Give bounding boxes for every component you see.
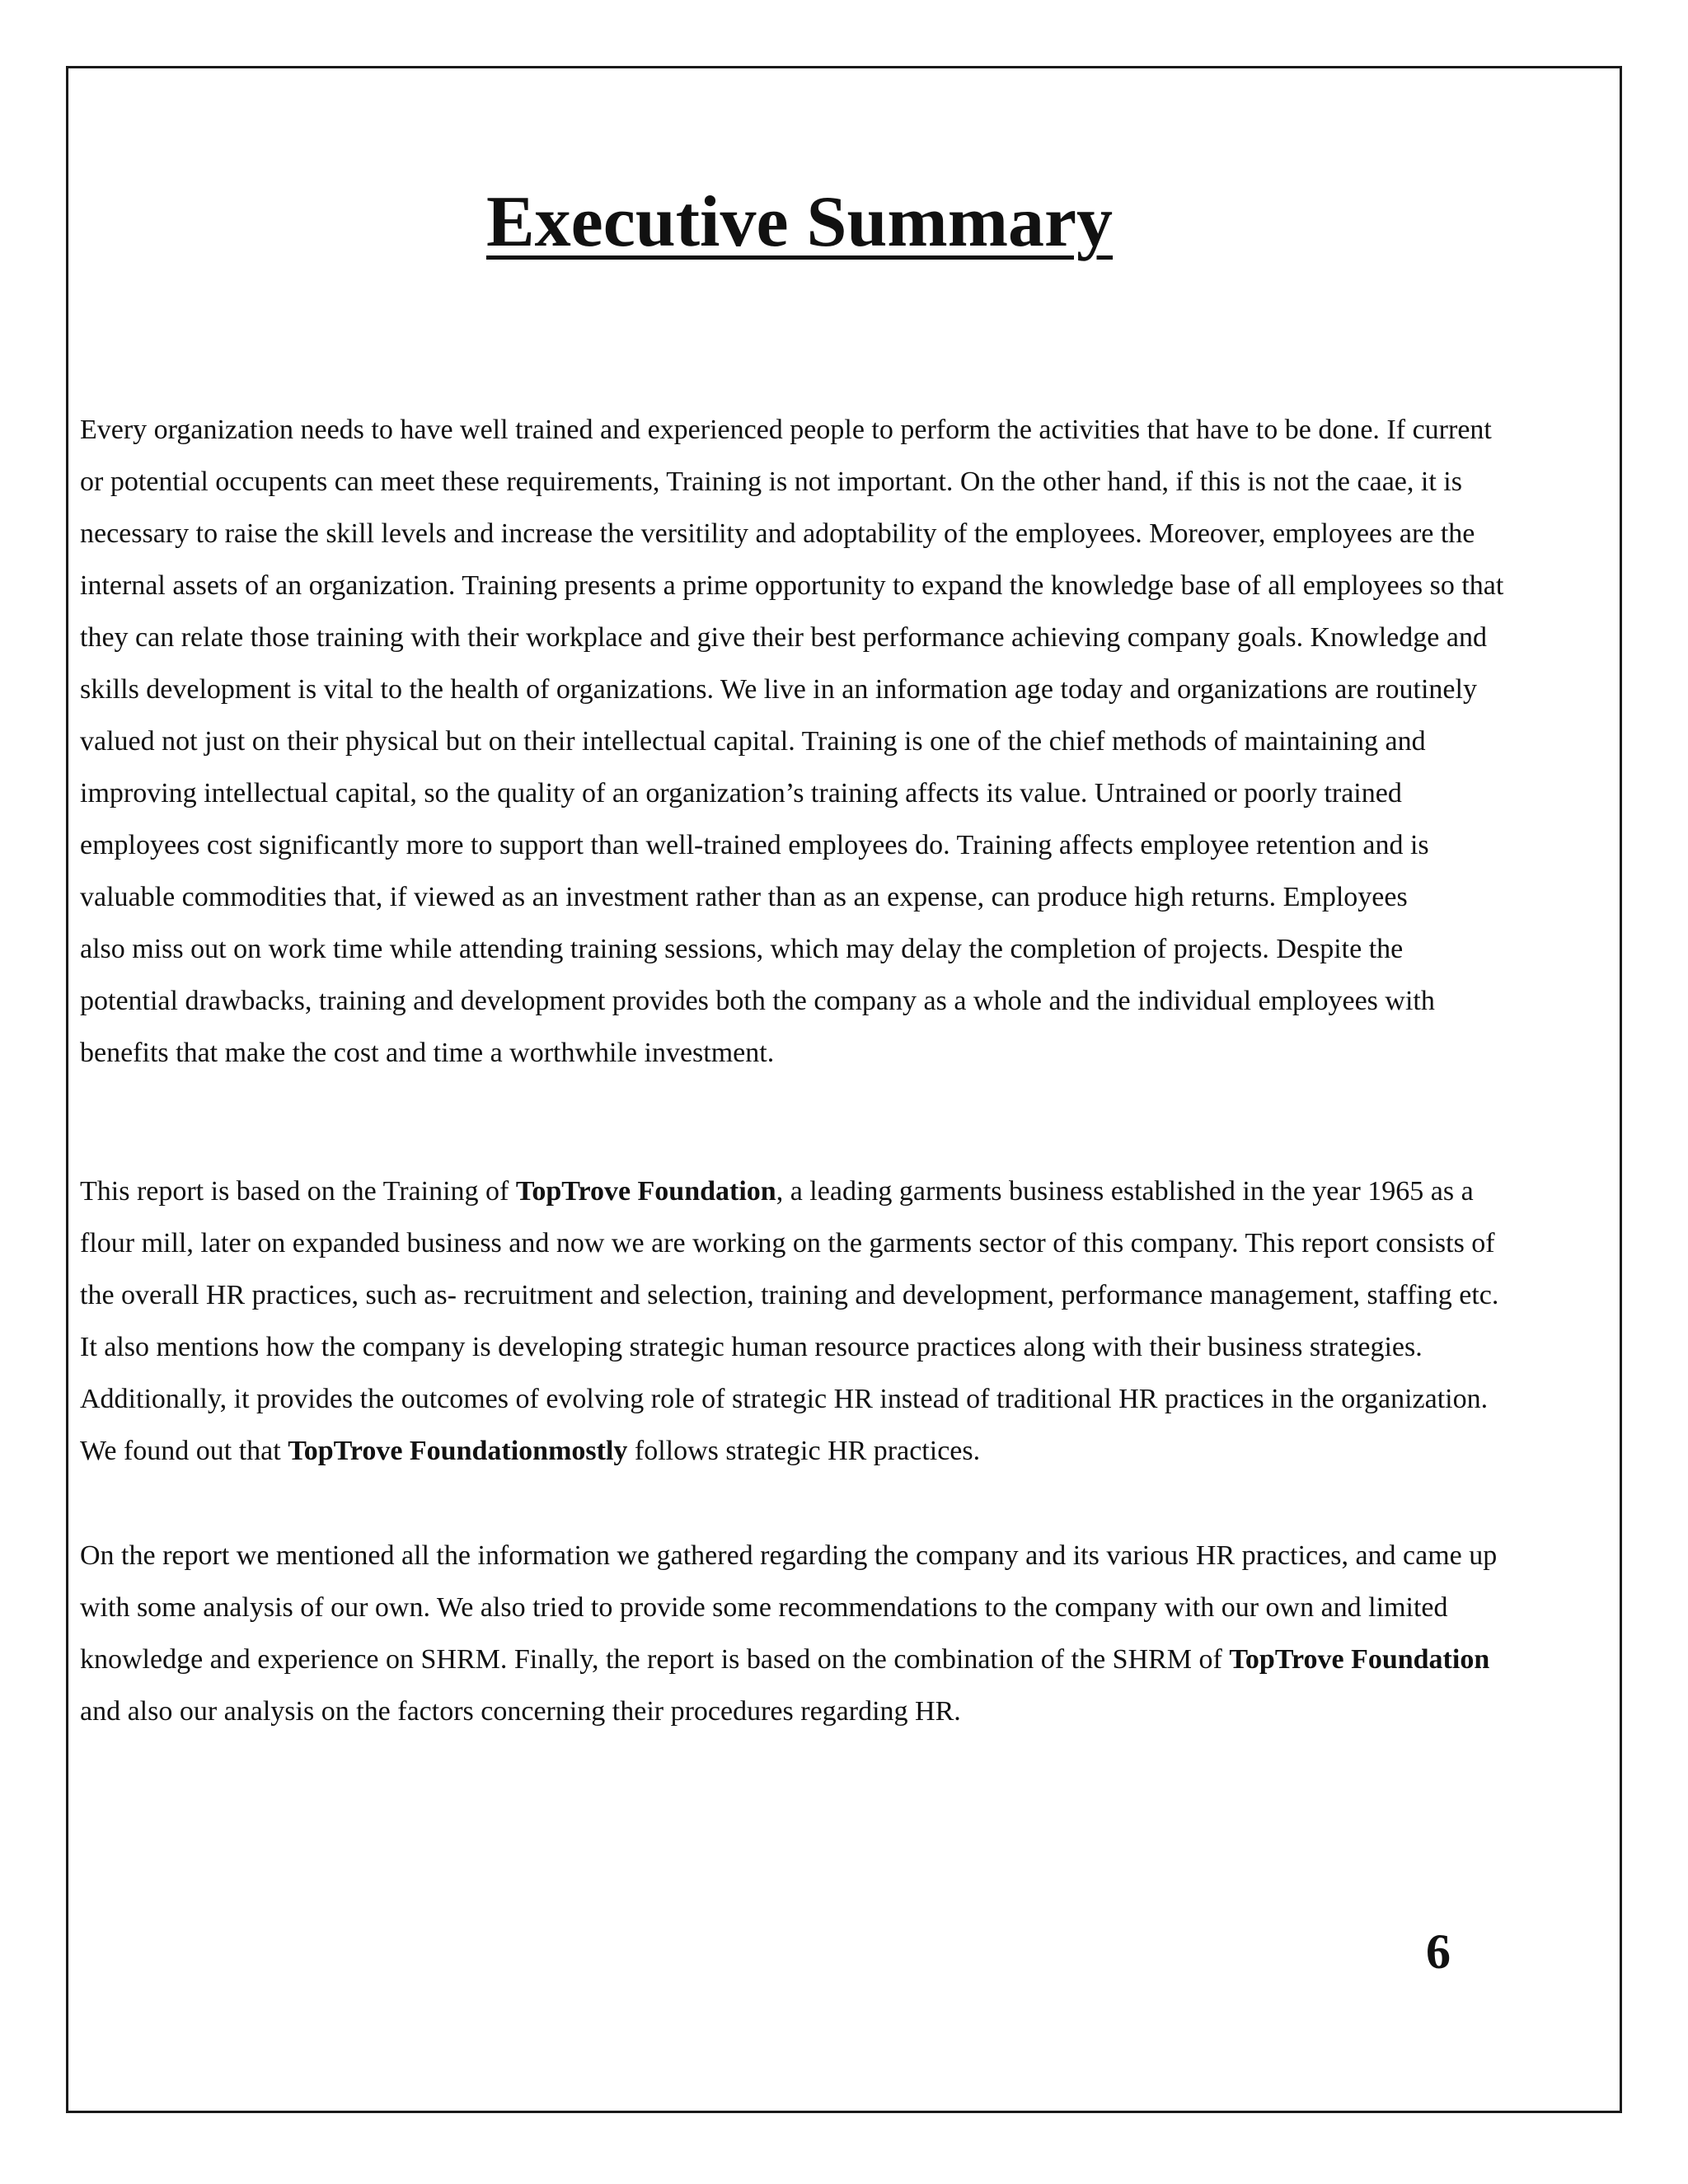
paragraph-line: necessary to raise the skill levels and increase the versitility and adoptability of the employees. Moreover, employees are the: [80, 518, 1475, 549]
paragraph-line: benefits that make the cost and time a worthwhile investment.: [80, 1038, 775, 1068]
text-run: We found out that: [80, 1436, 288, 1466]
paragraph-line: skills development is vital to the health of organizations. We live in an information age today and organizations are routinely: [80, 674, 1477, 705]
paragraph-line: internal assets of an organization. Training presents a prime opportunity to expand the knowledge base of all employees so that: [80, 570, 1504, 601]
paragraph-line: with some analysis of our own. We also tried to provide some recommendations to the company with our own and limited: [80, 1592, 1448, 1623]
company-name: TopTrove Foundationmostly: [288, 1436, 628, 1466]
paragraph-line: and also our analysis on the factors concerning their procedures regarding HR.: [80, 1696, 961, 1727]
paragraph-line: employees cost significantly more to support than well-trained employees do. Training affects employee retention and is: [80, 830, 1429, 860]
paragraph-line: [80, 1165, 1620, 1217]
paragraph-line: Every organization needs to have well trained and experienced people to perform the activities that have to be done. If current: [80, 415, 1492, 445]
paragraph-line: Additionally, it provides the outcomes of evolving role of strategic HR instead of traditional HR practices in the organization.: [80, 1384, 1489, 1414]
paragraph-line: [80, 1633, 1620, 1685]
text-run: This report is based on the Training of: [80, 1176, 516, 1207]
paragraph-report-basis: [80, 1165, 1620, 1477]
paragraph-line: also miss out on work time while attending training sessions, which may delay the completion of projects. Despite the: [80, 934, 1404, 964]
page-number: 6: [1426, 1924, 1451, 1979]
paragraph-analysis: [80, 1530, 1620, 1737]
paragraph-line: the overall HR practices, such as- recruitment and selection, training and development, performance management, staffing etc.: [80, 1280, 1499, 1310]
paragraph-intro: [80, 404, 1620, 1079]
page-title: Executive Summary: [485, 182, 1114, 262]
paragraph-line: they can relate those training with their workplace and give their best performance achieving company goals. Knowledge and: [80, 622, 1487, 653]
company-name: TopTrove Foundation: [1229, 1644, 1490, 1675]
paragraph-line: valued not just on their physical but on their intellectual capital. Training is one of the chief methods of maintaining and: [80, 726, 1426, 757]
paragraph-line: potential drawbacks, training and development provides both the company as a whole and the individual employees with: [80, 986, 1435, 1016]
paragraph-line: flour mill, later on expanded business and now we are working on the garments sector of this company. This report consists of: [80, 1228, 1495, 1258]
paragraph-line: [80, 1425, 1620, 1477]
text-run: knowledge and experience on SHRM. Finally, the report is based on the combination of the SHRM of: [80, 1644, 1230, 1675]
text-run: , a leading garments business established in the year 1965 as a: [776, 1176, 1474, 1207]
page-border: [66, 66, 1622, 2113]
paragraph-line: or potential occupents can meet these requirements, Training is not important. On the other hand, if this is not the caae, it is: [80, 466, 1462, 497]
company-name: TopTrove Foundation: [515, 1176, 776, 1207]
paragraph-line: valuable commodities that, if viewed as an investment rather than as an expense, can produce high returns. Employees: [80, 882, 1408, 912]
paragraph-line: It also mentions how the company is developing strategic human resource practices along with their business strategies.: [80, 1332, 1423, 1362]
paragraph-line: improving intellectual capital, so the quality of an organization’s training affects its value. Untrained or poorly trained: [80, 778, 1402, 808]
paragraph-line: On the report we mentioned all the information we gathered regarding the company and its various HR practices, and came up: [80, 1540, 1498, 1571]
text-run: follows strategic HR practices.: [627, 1436, 981, 1466]
